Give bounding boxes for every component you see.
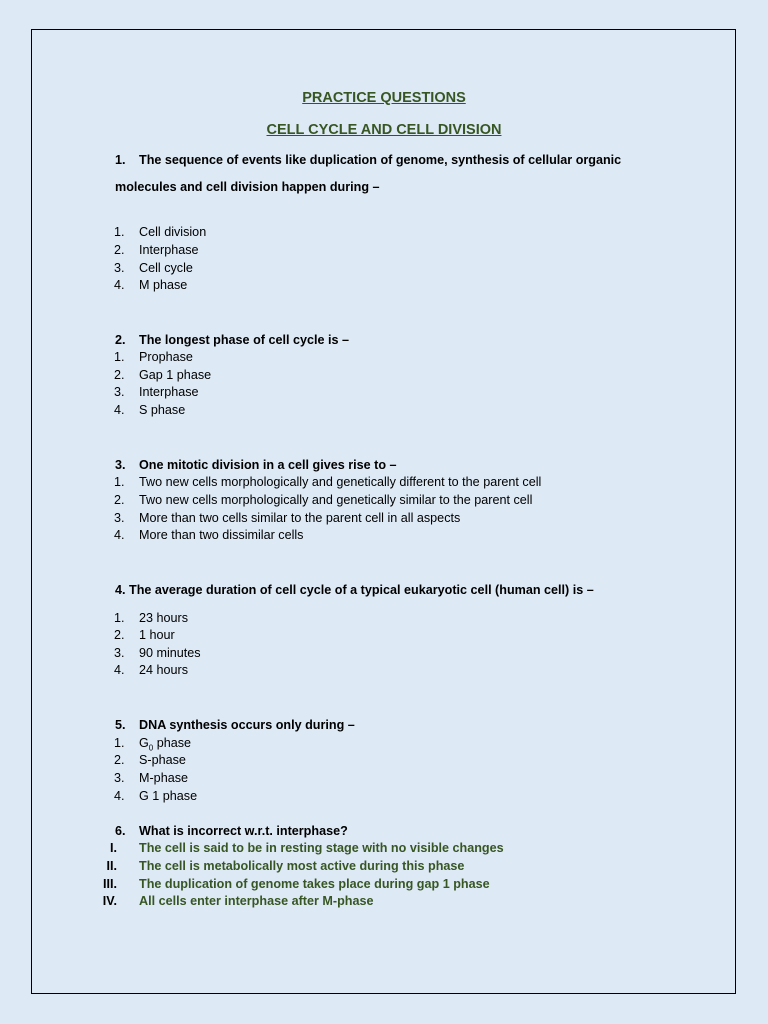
option-text: Interphase [139, 243, 199, 257]
option-marker: II. [106, 859, 117, 873]
subscript-zero: 0 [148, 743, 154, 753]
option-text: G 1 phase [139, 789, 198, 803]
option-marker: 4. [114, 528, 125, 542]
option-marker: 1. [114, 736, 125, 750]
option-text: 1 hour [139, 628, 175, 642]
option-text-after: phase [153, 736, 192, 750]
option-text: 23 hours [139, 611, 189, 625]
option-marker: 1. [114, 475, 125, 489]
option-text: The duplication of genome takes place during gap 1 phase [139, 877, 490, 891]
option-text: M-phase [139, 771, 188, 785]
page-subtitle: CELL CYCLE AND CELL DIVISION [266, 122, 502, 138]
option-text: The cell is metabolically most active during this phase [139, 859, 465, 873]
option-text: Two new cells morphologically and genetically different to the parent cell [139, 475, 542, 489]
option-marker: IV. [102, 894, 117, 908]
option-marker: 3. [114, 646, 125, 660]
option-marker: 3. [114, 261, 125, 275]
question-text: The longest phase of cell cycle is – [139, 333, 349, 347]
option-text: More than two dissimilar cells [139, 528, 304, 542]
question-text: What is incorrect w.r.t. interphase? [139, 824, 348, 838]
option-marker: 4. [114, 403, 125, 417]
option-text: Cell division [139, 225, 207, 239]
option-text: S phase [139, 403, 186, 417]
page-title: PRACTICE QUESTIONS [302, 90, 466, 106]
option-marker: 2. [114, 493, 125, 507]
question-number: 2. [115, 333, 126, 347]
option-marker: 4. [114, 663, 125, 677]
option-text: 24 hours [139, 663, 189, 677]
option-text: The cell is said to be in resting stage with no visible changes [139, 841, 504, 855]
question-number: 1. [115, 153, 126, 167]
question-number: 4. [115, 583, 126, 597]
option-text [139, 735, 191, 751]
question-text: The average duration of cell cycle of a typical eukaryotic cell (human cell) is – [129, 583, 594, 597]
option-text: Prophase [139, 350, 193, 364]
option-text: M phase [139, 278, 188, 292]
option-marker: I. [110, 841, 117, 855]
option-marker: 2. [114, 753, 125, 767]
option-marker: 2. [114, 368, 125, 382]
option-marker: 4. [114, 278, 125, 292]
question-text: The sequence of events like duplication of genome, synthesis of cellular organic [139, 153, 622, 167]
option-marker: 1. [114, 225, 125, 239]
option-text: More than two cells similar to the parent cell in all aspects [139, 511, 461, 525]
question-text: One mitotic division in a cell gives rise to – [139, 458, 397, 472]
option-text: S-phase [139, 753, 186, 767]
question-text-continued: molecules and cell division happen during – [115, 180, 380, 194]
option-text: Cell cycle [139, 261, 193, 275]
option-text: Gap 1 phase [139, 368, 212, 382]
question-number: 6. [115, 824, 126, 838]
option-marker: 2. [114, 243, 125, 257]
option-marker: 1. [114, 350, 125, 364]
option-marker: 2. [114, 628, 125, 642]
option-marker: 4. [114, 789, 125, 803]
option-text: Interphase [139, 385, 199, 399]
question-text: DNA synthesis occurs only during – [139, 718, 355, 732]
question-number: 3. [115, 458, 126, 472]
option-marker: 1. [114, 611, 125, 625]
option-marker: 3. [114, 771, 125, 785]
option-marker: 3. [114, 511, 125, 525]
option-text: 90 minutes [139, 646, 201, 660]
question-number: 5. [115, 718, 126, 732]
option-marker: III. [103, 877, 117, 891]
option-text: All cells enter interphase after M-phase [139, 894, 374, 908]
option-marker: 3. [114, 385, 125, 399]
option-text-main: G [139, 736, 149, 750]
option-text: Two new cells morphologically and genetically similar to the parent cell [139, 493, 533, 507]
